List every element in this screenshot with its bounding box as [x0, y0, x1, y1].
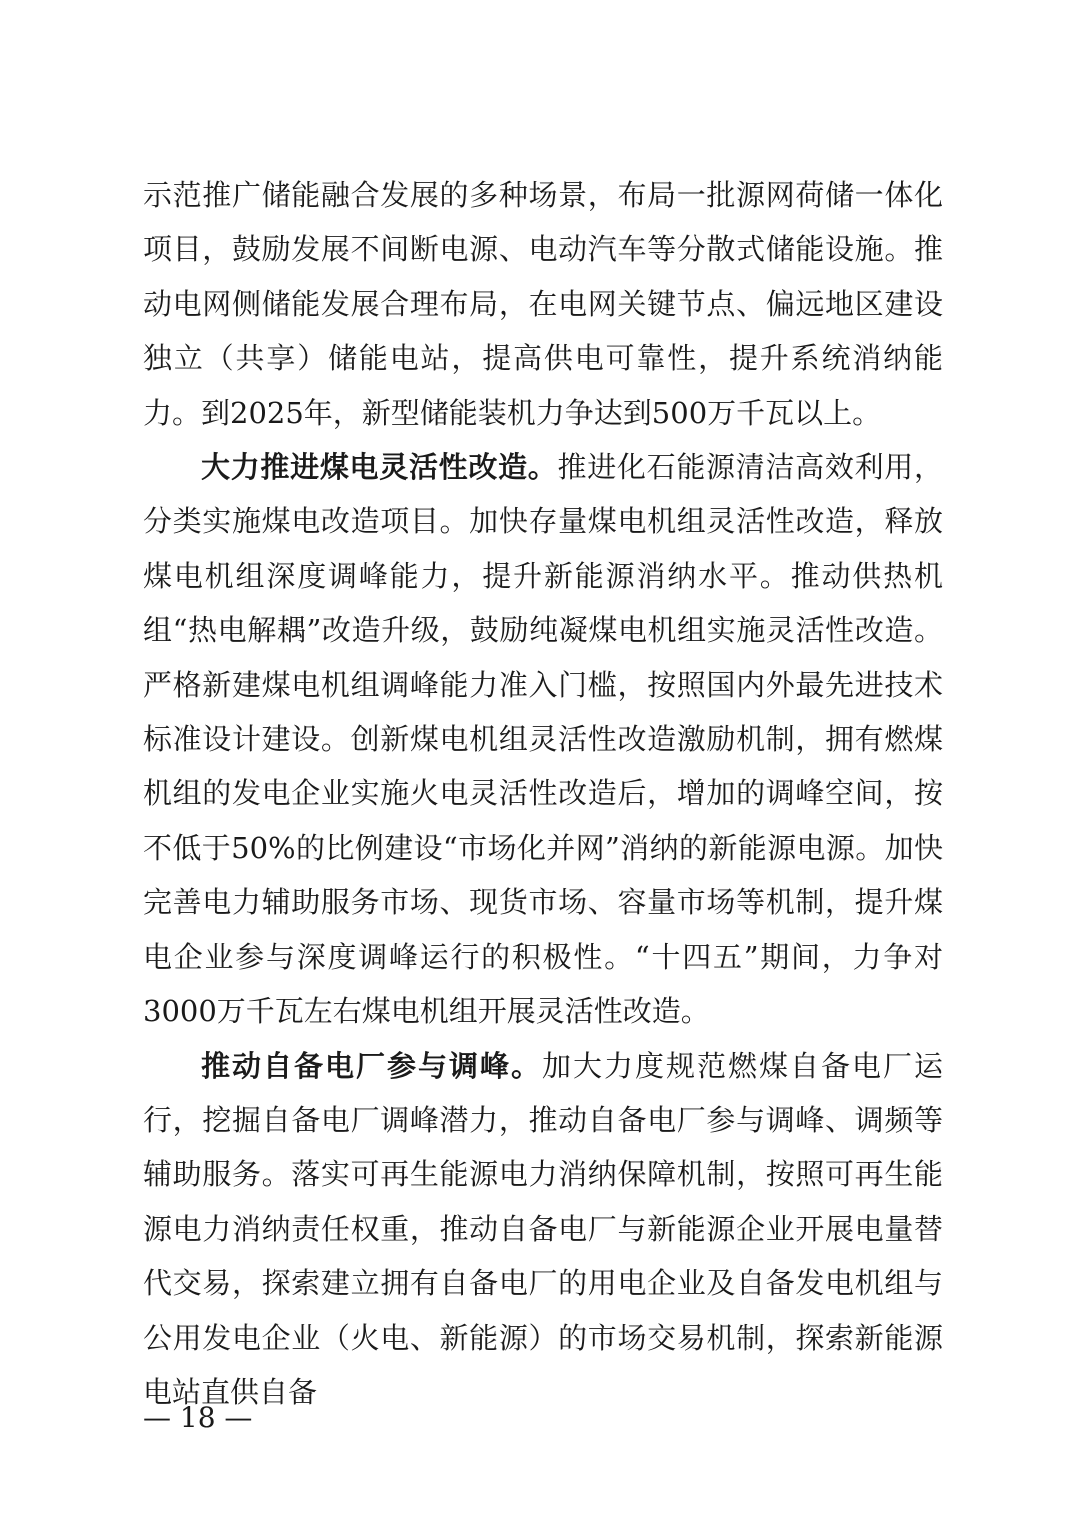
paragraph-energy-storage [143, 168, 943, 440]
paragraph-captive-power-plants-text: 加大力度规范燃煤自备电厂运行，挖掘自备电厂调峰潜力，推动自备电厂参与调峰、调频等辅助服务。落实可再生能源电力消纳保障机制，按照可再生能源电力消纳责任权重，推动自备电厂与新能源企业开展电量替代交易，探索建立拥有自备电厂的用电企业及自备发电机组与公用发电企业（火电、新能源）的市场交易机制，探索新能源电站直供自备 [143, 1048, 943, 1409]
paragraph-captive-power-plants [143, 1039, 943, 1420]
paragraph-coal-power-flexibility-text: 推进化石能源清洁高效利用，分类实施煤电改造项目。加快存量煤电机组灵活性改造，释放煤电机组深度调峰能力，提升新能源消纳水平。推动供热机组“热电解耦”改造升级，鼓励纯凝煤电机组实施灵活性改造。严格新建煤电机组调峰能力准入门槛，按照国内外最先进技术标准设计建设。创新煤电机组灵活性改造激励机制，拥有燃煤机组的发电企业实施火电灵活性改造后，增加的调峰空间，按不低于50%的比例建设“市场化并网”消纳的新能源电源。加快完善电力辅助服务市场、现货市场、容量市场等机制，提升煤电企业参与深度调峰运行的积极性。“十四五”期间，力争对3000万千瓦左右煤电机组开展灵活性改造。 [143, 450, 943, 1029]
paragraph-energy-storage-text: 示范推广储能融合发展的多种场景，布局一批源网荷储一体化项目，鼓励发展不间断电源、电动汽车等分散式储能设施。推动电网侧储能发展合理布局，在电网关键节点、偏远地区建设独立（共享）储能电站，提高供电可靠性，提升系统消纳能力。到2025年，新型储能装机力争达到500万千瓦以上。 [143, 178, 943, 430]
paragraph-coal-power-flexibility [143, 440, 943, 1038]
page-number: — 18 — [143, 1401, 253, 1434]
paragraph-captive-power-plants-heading: 推动自备电厂参与调峰。 [201, 1048, 542, 1083]
paragraph-coal-power-flexibility-heading: 大力推进煤电灵活性改造。 [201, 450, 558, 485]
body-text [143, 168, 943, 1419]
